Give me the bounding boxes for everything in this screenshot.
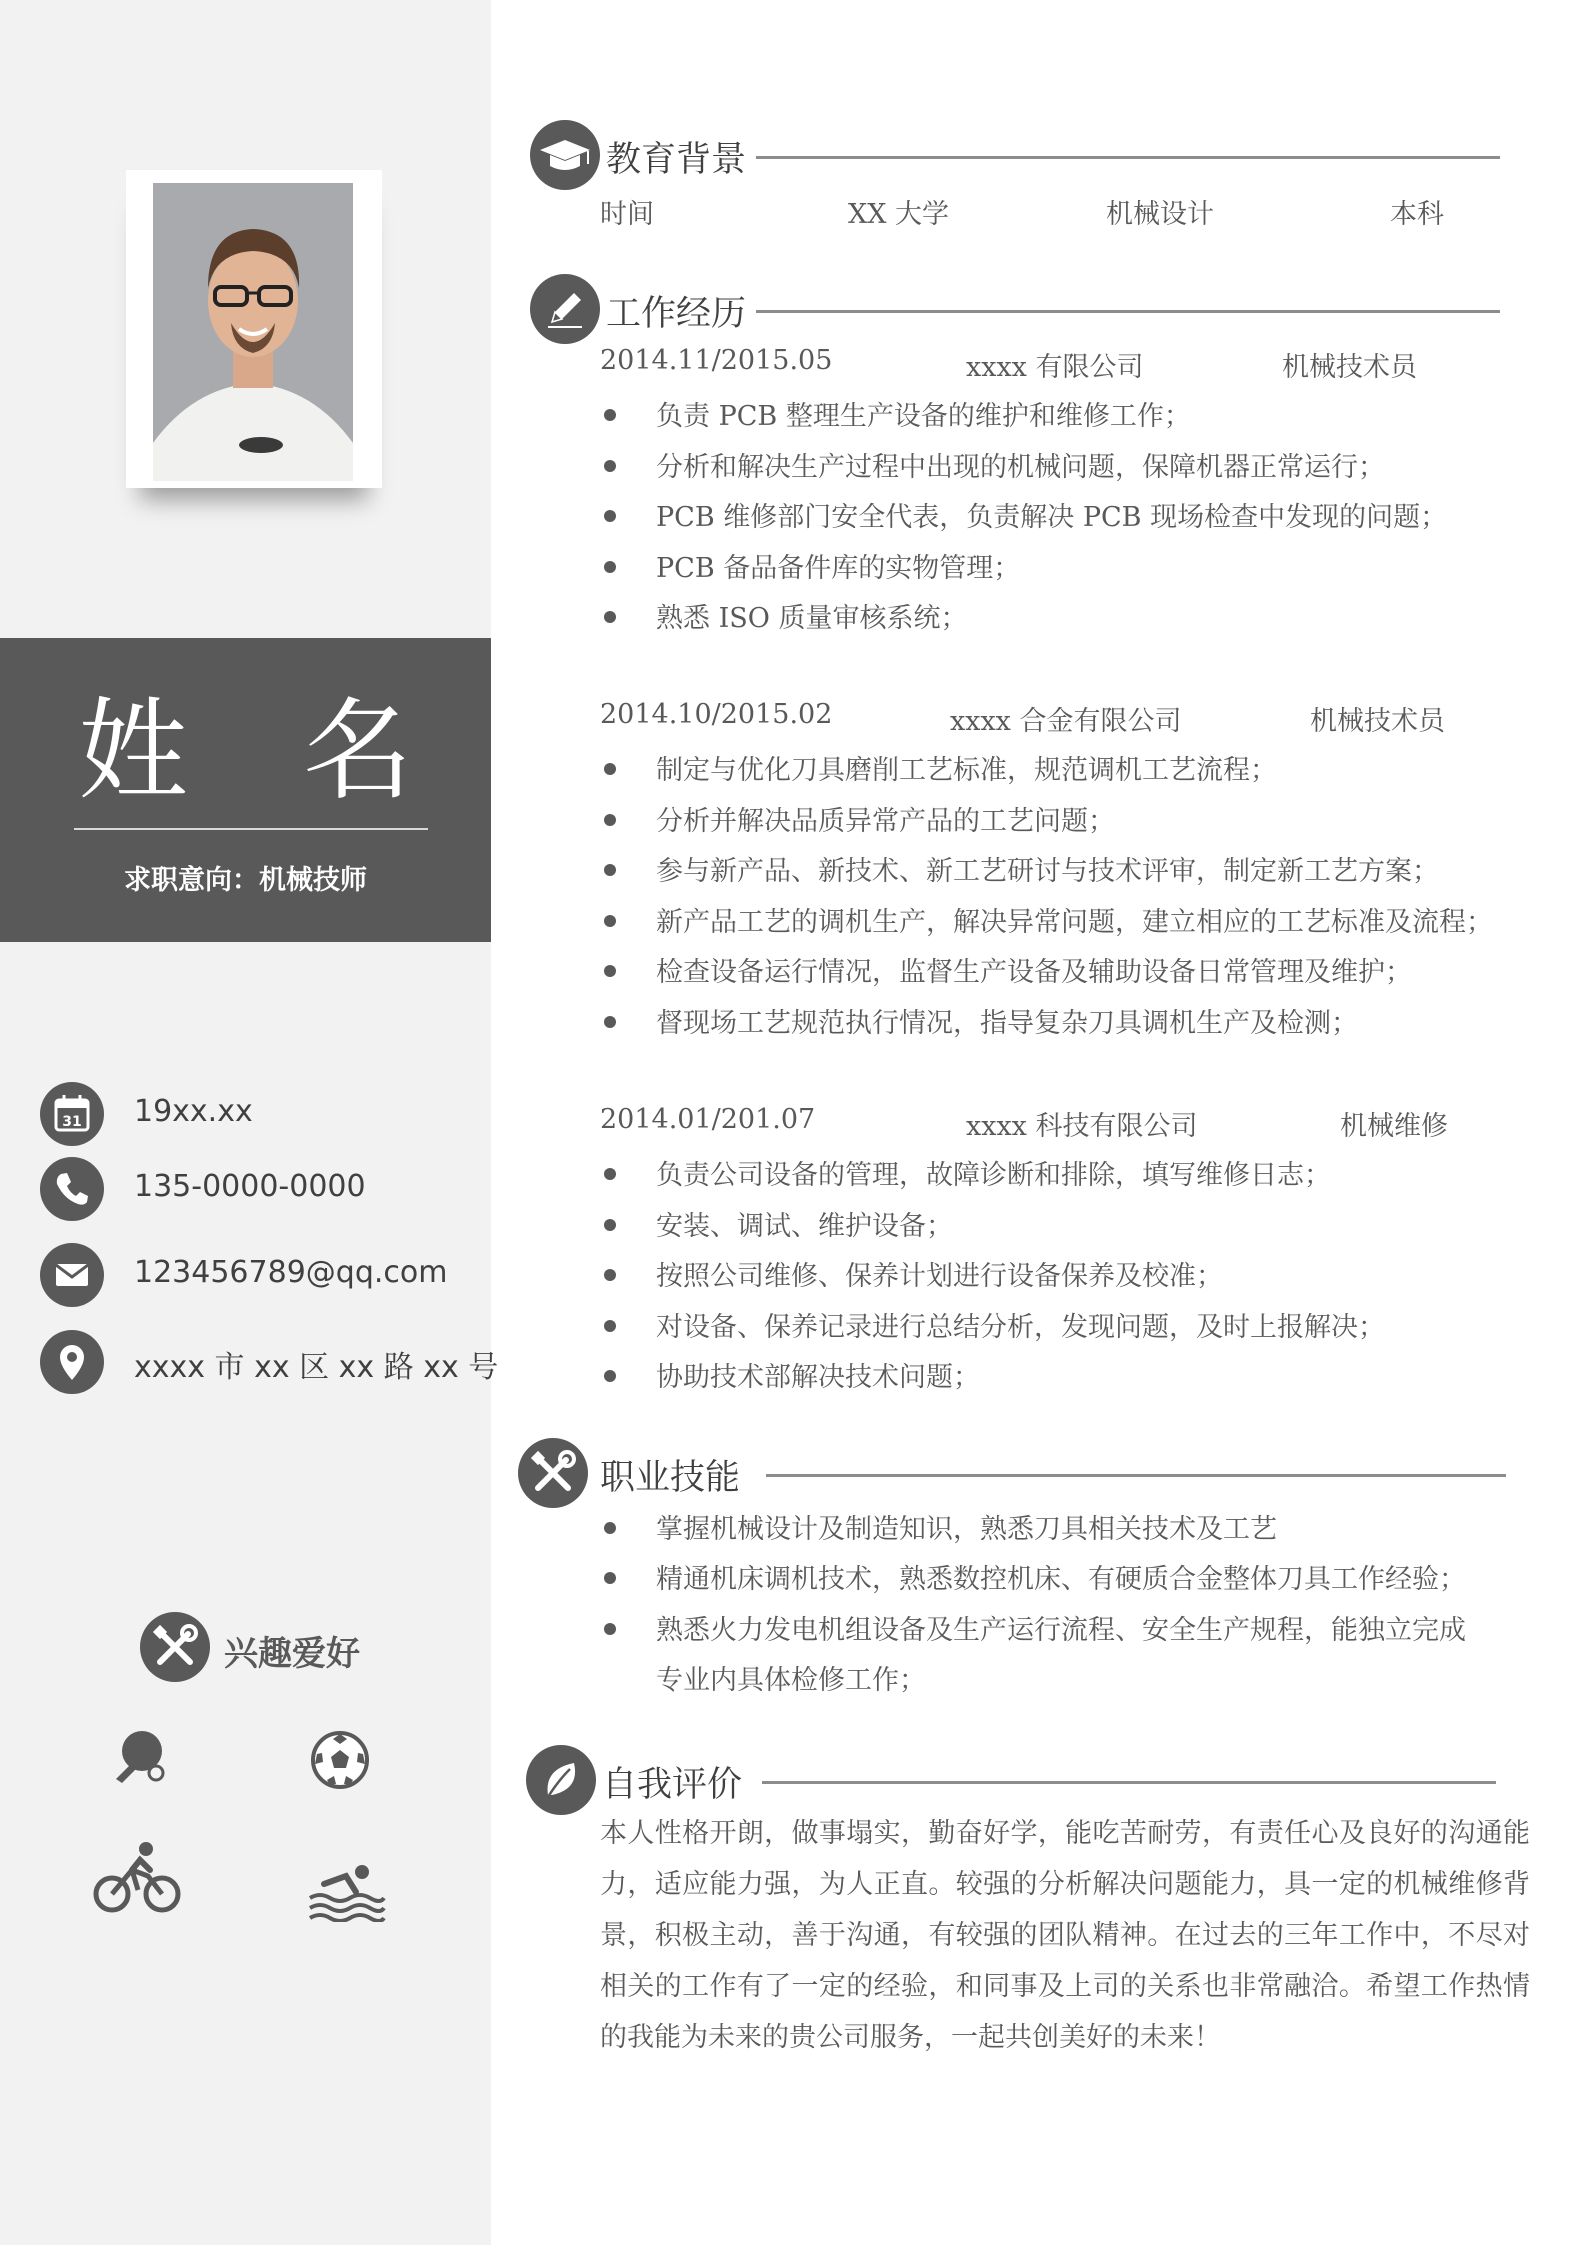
bullet-dot [604, 814, 616, 826]
job-duty: 安装、调试、维护设备； [656, 1211, 953, 1242]
skills-divider [766, 1474, 1506, 1477]
name-band [0, 638, 491, 942]
job-duty: 制定与优化刀具磨削工艺标准，规范调机工艺流程； [656, 755, 1277, 786]
contact-address [40, 1330, 499, 1394]
education-divider [756, 156, 1500, 159]
contact-email [40, 1243, 480, 1307]
education-title: 教育背景 [606, 140, 747, 180]
calendar-icon [40, 1082, 104, 1146]
job-duty: 新产品工艺的调机生产，解决异常问题，建立相应的工艺标准及流程； [656, 907, 1493, 938]
contact-phone [40, 1157, 480, 1221]
job-role: 机械维修 [1340, 1111, 1448, 1142]
job-period: 2014.11/2015.05 [600, 345, 833, 376]
bullet-dot [604, 1370, 616, 1382]
job-period: 2014.10/2015.02 [600, 699, 833, 730]
education-school: XX 大学 [848, 199, 950, 230]
tools-icon [518, 1438, 588, 1508]
skills-header [518, 1438, 1508, 1508]
cycling-icon [92, 1840, 182, 1916]
home-address: xxxx 市 xx 区 xx 路 xx 号 [134, 1350, 499, 1385]
bullet-dot [604, 1219, 616, 1231]
bullet-dot [604, 1522, 616, 1534]
bullet-dot [604, 1320, 616, 1332]
profile-photo [153, 183, 353, 481]
bullet-dot [604, 1168, 616, 1180]
candidate-name: 姓 名 [78, 687, 453, 815]
job-role: 机械技术员 [1310, 706, 1445, 737]
bullet-dot [604, 1572, 616, 1584]
job-role: 机械技术员 [1282, 352, 1417, 383]
bullet-dot [604, 965, 616, 977]
pencil-icon [530, 274, 600, 344]
education-time: 时间 [600, 199, 654, 230]
job-duty: 参与新产品、新技术、新工艺研讨与技术评审，制定新工艺方案； [656, 856, 1439, 887]
ping-pong-icon [106, 1725, 170, 1789]
bullet-dot [604, 561, 616, 573]
job-duty: 按照公司维修、保养计划进行设备保养及校准； [656, 1261, 1223, 1292]
tools-icon [140, 1612, 210, 1682]
bullet-dot [604, 1269, 616, 1281]
self-eval-text: 本人性格开朗，做事塌实，勤奋好学，能吃苦耐劳，有责任心及良好的沟通能力，适应能力强，为人正直。较强的分析解决问题能力，具一定的机械维修背景，积极主动，善于沟通，有较强的团队精神。在过去的三年工作中，不尽对相关的工作有了一定的经验，和同事及上司的关系也非常融洽。希望工作热情的我能为未来的贵公司服务，一起共创美好的未来！ [600, 1818, 1530, 2053]
self-eval-divider [762, 1781, 1496, 1784]
bullet-dot [604, 409, 616, 421]
job-period: 2014.01/201.07 [600, 1104, 816, 1135]
birth-date: 19xx.xx [134, 1094, 253, 1129]
job-company: xxxx 科技有限公司 [966, 1111, 1198, 1142]
job-duty: PCB 备品备件库的实物管理； [656, 553, 1021, 584]
graduation-cap-icon [530, 120, 600, 190]
swimming-icon [306, 1862, 386, 1922]
job-duty: 分析并解决品质异常产品的工艺问题； [656, 806, 1115, 837]
bullet-dot [604, 763, 616, 775]
location-pin-icon [40, 1330, 104, 1394]
job-duty: 督现场工艺规范执行情况，指导复杂刀具调机生产及检测； [656, 1008, 1358, 1039]
job-duty: 检查设备运行情况，监督生产设备及辅助设备日常管理及维护； [656, 957, 1412, 988]
bullet-dot [604, 864, 616, 876]
hobbies-title: 兴趣爱好 [224, 1634, 360, 1674]
sidebar [0, 0, 499, 2245]
phone-number: 135-0000-0000 [134, 1169, 366, 1204]
education-degree: 本科 [1390, 199, 1444, 230]
job-duty: 分析和解决生产过程中出现的机械问题，保障机器正常运行； [656, 452, 1385, 483]
job-duty: 对设备、保养记录进行总结分析，发现问题，及时上报解决； [656, 1312, 1385, 1343]
phone-icon [40, 1157, 104, 1221]
self-eval-title: 自我评价 [602, 1765, 743, 1805]
bullet-dot [604, 611, 616, 623]
job-company: xxxx 有限公司 [966, 352, 1144, 383]
education-header [530, 120, 1500, 190]
svg-text:31: 31 [62, 1114, 82, 1130]
bullet-dot [604, 460, 616, 472]
name-divider [74, 828, 428, 830]
education-major: 机械设计 [1106, 199, 1214, 230]
photo-frame [126, 170, 382, 488]
skill-item: 精通机床调机技术，熟悉数控机床、有硬质合金整体刀具工作经验； [656, 1564, 1466, 1595]
email-address: 123456789@qq.com [134, 1255, 448, 1290]
contact-birth [40, 1082, 480, 1146]
bullet-dot [604, 1016, 616, 1028]
bullet-dot [604, 1623, 616, 1635]
job-duty: 协助技术部解决技术问题； [656, 1362, 980, 1393]
job-duty: PCB 维修部门安全代表，负责解决 PCB 现场检查中发现的问题； [656, 502, 1448, 533]
bullet-dot [604, 510, 616, 522]
job-duty: 熟悉 ISO 质量审核系统； [656, 603, 968, 634]
job-company: xxxx 合金有限公司 [950, 706, 1182, 737]
job-duty: 负责公司设备的管理，故障诊断和排除，填写维修日志； [656, 1160, 1331, 1191]
job-duty: 负责 PCB 整理生产设备的维护和维修工作； [656, 401, 1191, 432]
bullet-dot [604, 915, 616, 927]
job-objective: 求职意向：机械技师 [124, 865, 367, 896]
self-eval-header [526, 1745, 1506, 1815]
work-title: 工作经历 [606, 294, 747, 334]
skill-item: 专业内具体检修工作； [656, 1665, 926, 1696]
soccer-ball-icon [308, 1728, 372, 1792]
leaf-icon [526, 1745, 596, 1815]
work-header [530, 274, 1500, 344]
hobbies-header [140, 1612, 440, 1682]
work-divider [756, 310, 1500, 313]
skill-item: 熟悉火力发电机组设备及生产运行流程、安全生产规程，能独立完成 [656, 1615, 1466, 1646]
email-icon [40, 1243, 104, 1307]
skills-title: 职业技能 [600, 1458, 741, 1498]
skill-item: 掌握机械设计及制造知识，熟悉刀具相关技术及工艺 [656, 1514, 1277, 1545]
